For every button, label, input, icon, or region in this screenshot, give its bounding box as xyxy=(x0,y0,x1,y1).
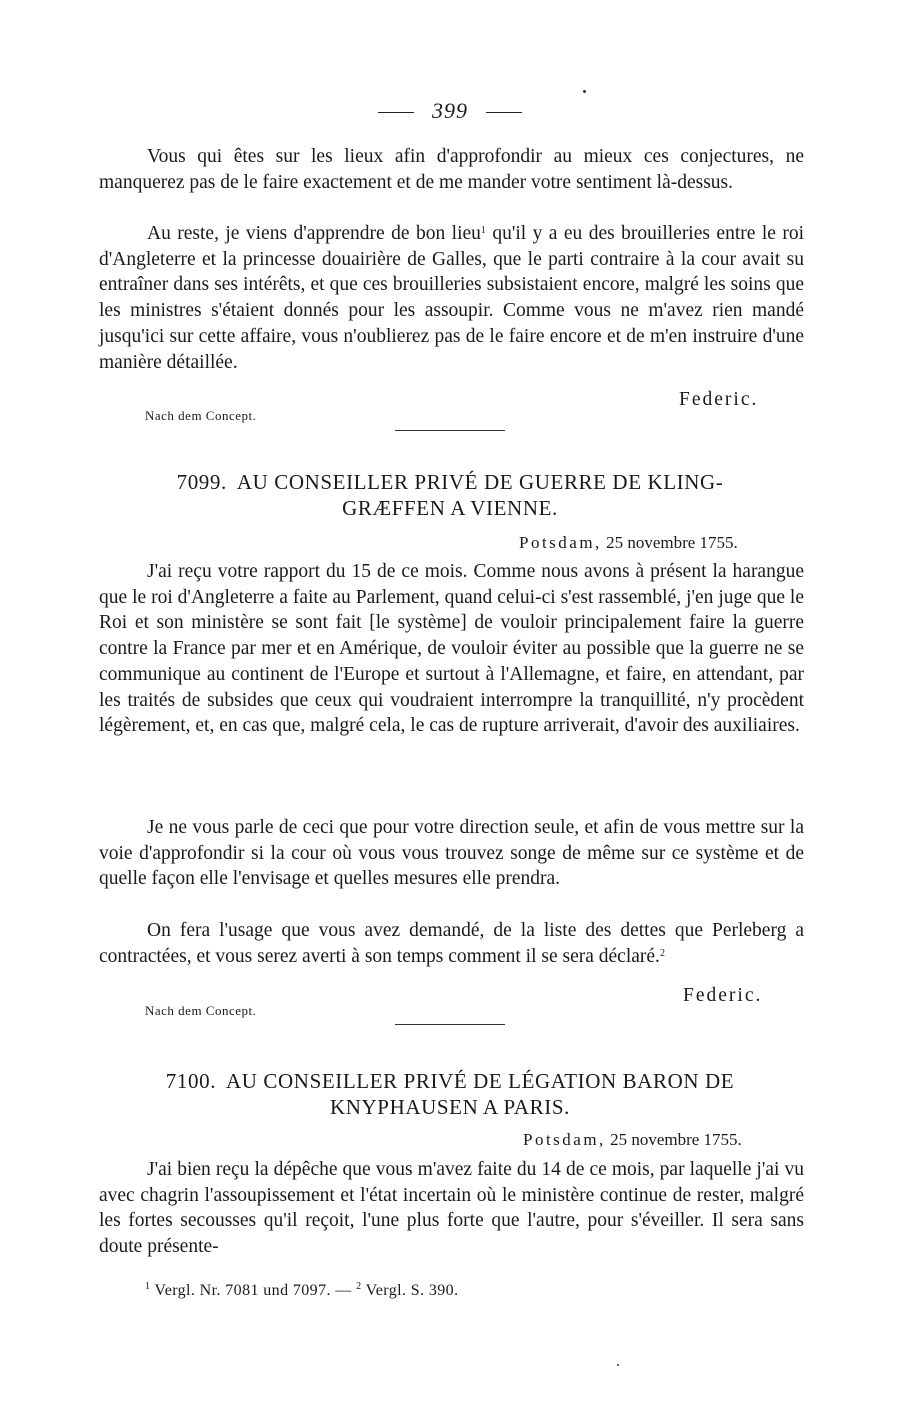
letter-number: 7099. xyxy=(176,470,227,494)
footnote-marker-1: 1 xyxy=(480,225,486,236)
footnote-text: Vergl. S. 390. xyxy=(361,1282,459,1299)
section-divider xyxy=(395,1024,505,1025)
footnote-mark: 1 xyxy=(145,1281,151,1292)
signature-federic: Federic. xyxy=(679,389,759,410)
heading-line-1 xyxy=(100,469,800,495)
print-speck xyxy=(583,90,586,93)
print-speck xyxy=(617,1364,619,1366)
letter-7098-paragraph-2 xyxy=(99,221,804,375)
header-dash-left xyxy=(378,112,414,113)
date-place: Potsdam, xyxy=(519,533,602,552)
date-text: 25 novembre 1755. xyxy=(605,1130,742,1149)
date-text: 25 novembre 1755. xyxy=(601,533,738,552)
letter-number: 7100. xyxy=(165,1069,217,1093)
letter-7099-paragraph-2: Je ne vous parle de ceci que pour votre direction seule, et afin de vous mettre sur la voie d'approfondir si la cour où vous vous trouvez songe de même sur ce système et de quelle façon elle l'envisage et quelles mesures elle prendra. xyxy=(99,817,804,890)
letter-7100-heading xyxy=(100,1068,800,1120)
letter-7100-dateline xyxy=(523,1130,742,1150)
paragraph-text: qu'il y a eu des brouilleries entre le roi d'Angleterre et la princesse douairière de Galles, que le parti contraire à la cour avait su entraîner dans ses intérêts, et que ces brouilleries subsistaient encore, malgré les soins que les ministres s'étaient donnés pour les assoupir. Comme vous ne m'avez rien mandé jusqu'ici sur cette affaire, vous n'oublierez pas de le faire encore et de m'en instruire d'une manière détaillée. xyxy=(99,223,804,373)
letter-7098-paragraph-1: Vous qui êtes sur les lieux afin d'approfondir au mieux ces conjectures, ne manquerez pas de le faire exactement et de me mander votre sentiment là-dessus. xyxy=(99,146,804,193)
letter-7099-heading xyxy=(100,469,800,521)
source-note: Nach dem Concept. xyxy=(145,408,257,423)
letter-7100-paragraph-1: J'ai bien reçu la dépêche que vous m'avez faite du 14 de ce mois, par laquelle j'ai vu avec chagrin l'assoupissement et l'état incertain où le ministère continue de rester, malgré les fortes secousses qu'il reçoit, l'une plus forte que l'autre, pour s'éveiller. Il sera sans doute présente- xyxy=(99,1159,804,1258)
heading-text: AU CONSEILLER PRIVÉ DE GUERRE DE KLING- xyxy=(236,470,724,494)
footnote-marker-2: 2 xyxy=(659,947,665,959)
letter-7099-paragraph-3 xyxy=(99,918,804,969)
letter-7099-dateline xyxy=(519,533,738,553)
heading-text: AU CONSEILLER PRIVÉ DE LÉGATION BARON DE xyxy=(226,1069,735,1093)
page-header xyxy=(0,98,900,124)
paragraph-text: On fera l'usage que vous avez demandé, de la liste des dettes que Perleberg a contractées, et vous serez averti à son temps comment il se sera déclaré. xyxy=(99,920,804,967)
heading-line-2: GRÆFFEN A VIENNE. xyxy=(342,496,558,520)
footnote-mark: 2 xyxy=(356,1281,362,1292)
footnotes xyxy=(145,1282,458,1300)
date-place: Potsdam, xyxy=(523,1130,606,1149)
source-note: Nach dem Concept. xyxy=(145,1003,257,1018)
paragraph-text: Au reste, je viens d'apprendre de bon lieu xyxy=(147,223,481,244)
header-dash-right xyxy=(486,112,522,113)
page-number: 399 xyxy=(432,98,468,123)
footnote-text: Vergl. Nr. 7081 und 7097. — xyxy=(150,1282,357,1299)
section-divider xyxy=(395,430,505,431)
heading-line-2: KNYPHAUSEN A PARIS. xyxy=(330,1095,570,1119)
letter-7099-paragraph-1: J'ai reçu votre rapport du 15 de ce mois. Comme nous avons à présent la harangue que le roi d'Angleterre a faite au Parlement, quand celui-ci s'est rassemblé, j'en juge que le Roi et son ministère se sont fait [le système] de vouloir principalement faire la guerre contre la France par mer et en Amérique, de vouloir éviter au possible que la guerre ne se communique au continent de l'Europe et surtout à l'Allemagne, et faire, en attendant, par les traités de subsides que ceux qui voudraient interrompre la tranquillité, n'y procèdent légèrement, et, en cas que, malgré cela, le cas de rupture arriverait, d'avoir des auxiliaires. xyxy=(99,561,804,737)
heading-line-1 xyxy=(100,1068,800,1094)
signature-federic: Federic. xyxy=(683,985,763,1006)
